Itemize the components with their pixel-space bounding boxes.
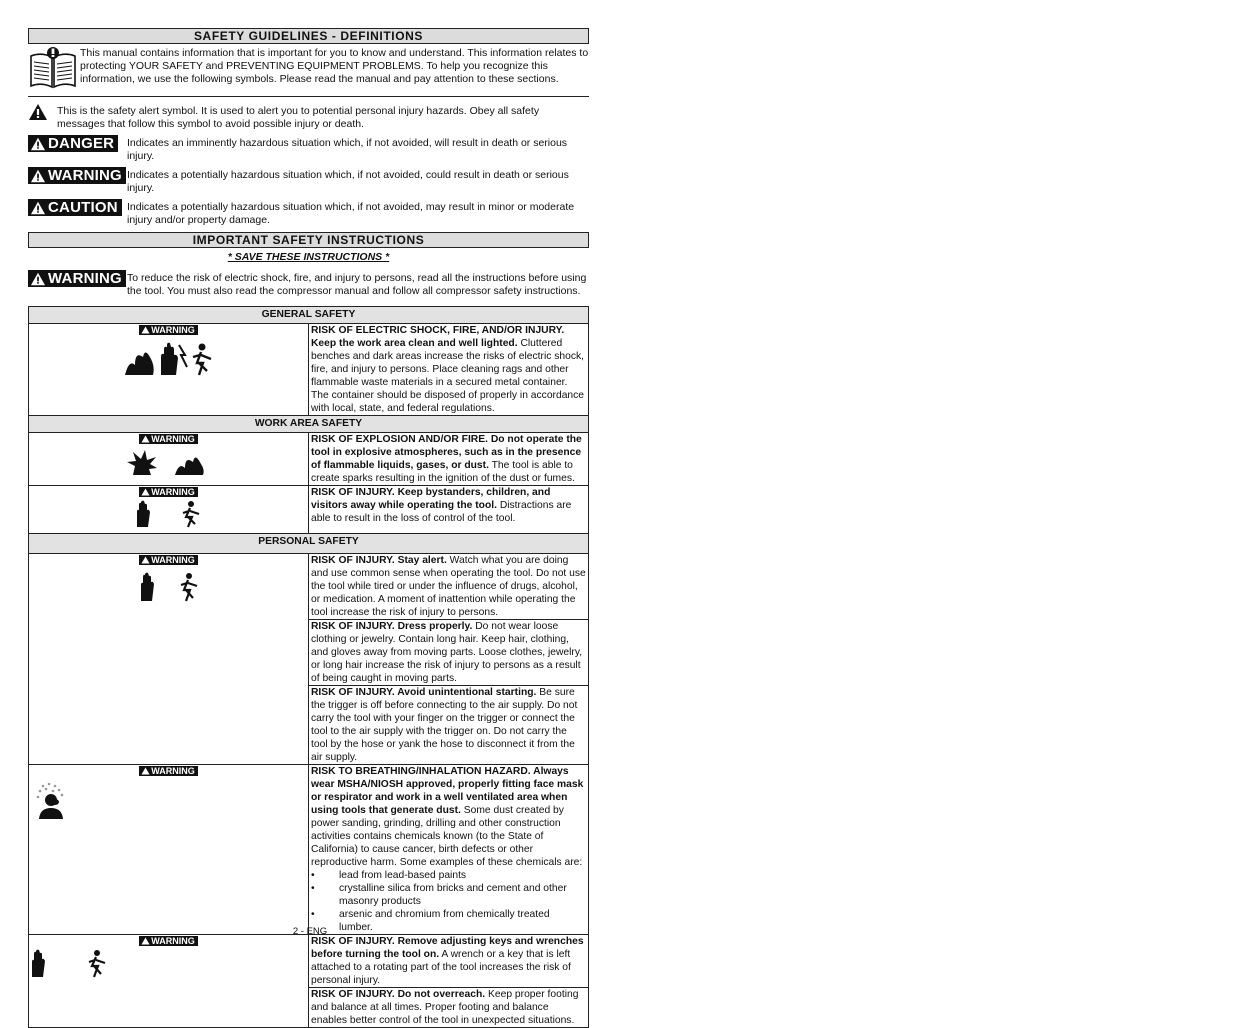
section-title-definitions: SAFETY GUIDELINES - DEFINITIONS bbox=[28, 28, 589, 44]
alert-triangle-icon bbox=[141, 488, 150, 496]
table-row bbox=[29, 433, 589, 486]
personal-safety-header: PERSONAL SAFETY bbox=[29, 534, 589, 554]
alert-triangle-icon bbox=[141, 326, 150, 334]
intro-text: This manual contains information that is important for you to know and understand. This information relates to protecting YOUR SAFETY and PREVENTING EQUIPMENT PROBLEMS. To help you recognize this information, we use the following symbols. Please read the manual and pay attention to these sections. bbox=[80, 47, 589, 85]
alert-triangle-icon bbox=[141, 937, 150, 945]
fire-shock-injury-icons bbox=[29, 341, 308, 381]
warning-signal-word: WARNING bbox=[139, 555, 198, 565]
intro-block bbox=[28, 46, 589, 97]
respirator-dust-icon bbox=[29, 782, 308, 824]
explosion-fire-icons bbox=[29, 448, 308, 480]
table-row bbox=[29, 554, 589, 620]
personal-safety-1-cell: RISK OF INJURY. Stay alert. Watch what you are doing and use common sense when operating the tool. Do not use the tool while tired or under the influence of drugs, alcohol, or medication. A moment of inattention while operating the tool increase the risk of injury to persons. bbox=[309, 554, 589, 620]
work-area-safety-header: WORK AREA SAFETY bbox=[29, 416, 589, 433]
warning-signal-word: WARNING bbox=[139, 936, 198, 946]
table-row bbox=[29, 486, 589, 534]
adjusting-keys-cell: RISK OF INJURY. Remove adjusting keys and wrenches before turning the tool on. A wrench or a key that is left attached to a rotating part of the tool increases the risk of personal injury. bbox=[309, 935, 589, 988]
alert-triangle-icon bbox=[141, 556, 150, 564]
manual-book-icon bbox=[28, 46, 80, 94]
alert-triangle-icon bbox=[30, 272, 46, 286]
table-row bbox=[29, 324, 589, 416]
caution-signal-word: CAUTION bbox=[28, 199, 122, 216]
general-safety-1-cell: RISK OF ELECTRIC SHOCK, FIRE, AND/OR INJURY. Keep the work area clean and well lighted. Cluttered benches and dark areas increase the risks of electric shock, fire, and injury to persons. Place cleaning rags and other flammable waste materials in a secured metal container. The container should be disposed of properly in accordance with local, state, and federal regulations. bbox=[309, 324, 589, 416]
warning-signal-word: WARNING bbox=[28, 167, 126, 184]
caution-row bbox=[28, 199, 589, 227]
chemicals-list bbox=[311, 869, 586, 934]
list-item: • crystalline silica from bricks and cement and other masonry products bbox=[311, 882, 586, 908]
warning-signal-word: WARNING bbox=[139, 325, 198, 335]
breathing-hazard-cell: RISK TO BREATHING/INHALATION HAZARD. Always wear MSHA/NIOSH approved, properly fitting face mask or respirator and work in a well ventilated area when using tools that generate dust. Some dust created by power sanding, grinding, drilling and other construction activities contains chemicals known (to the State of California) to cause cancer, birth defects or other reproductive harm. Some examples of these chemicals are: • lead from lead-based paints • crystalline silica from bricks and cement and other masonry products • arsenic and chromium from chemically treated lumber. bbox=[309, 765, 589, 935]
overreach-cell: RISK OF INJURY. Do not overreach. Keep proper footing and balance at all times. Proper footing and balance enables better control of the tool in unexpected situations. bbox=[309, 988, 589, 1028]
warning-row bbox=[28, 167, 589, 195]
hand-bystander-icons bbox=[29, 571, 308, 607]
safety-alert-icon bbox=[28, 103, 57, 131]
safety-table bbox=[28, 306, 589, 1028]
hand-bystander-icons bbox=[29, 500, 308, 532]
warning-signal-word: WARNING bbox=[139, 766, 198, 776]
section-title-instructions: IMPORTANT SAFETY INSTRUCTIONS bbox=[28, 232, 589, 248]
table-row bbox=[29, 765, 589, 935]
work-area-1-cell: RISK OF EXPLOSION AND/OR FIRE. Do not operate the tool in explosive atmospheres, such as in the presence of flammable liquids, gases, or dust. The tool is able to create sparks resulting in the ignition of the dust or fumes. bbox=[309, 433, 589, 486]
warning-text: Indicates a potentially hazardous situation which, if not avoided, could result in death or serious injury. bbox=[127, 169, 569, 194]
alert-triangle-icon bbox=[30, 201, 46, 215]
page-number: 2 - ENG bbox=[292, 926, 328, 937]
personal-safety-3-cell: RISK OF INJURY. Avoid unintentional starting. Be sure the trigger is off before connecting to the air supply. Do not carry the tool with your finger on the trigger or connect the tool to the air supply with the trigger on. Do not carry the tool by the hose or yank the hose to disconnect it from the air supply. bbox=[309, 686, 589, 765]
alert-triangle-icon bbox=[30, 137, 46, 151]
warning-signal-word: WARNING bbox=[139, 487, 198, 497]
alert-symbol-text: This is the safety alert symbol. It is used to alert you to potential personal injury hazards. Obey all safety messages that follow this symbol to avoid possible injury or death. bbox=[57, 105, 540, 130]
list-item: • lead from lead-based paints bbox=[311, 869, 586, 882]
danger-signal-word: DANGER bbox=[28, 135, 118, 152]
alert-triangle-icon bbox=[30, 169, 46, 183]
danger-text: Indicates an imminently hazardous situation which, if not avoided, will result in death or serious injury. bbox=[127, 137, 568, 162]
personal-safety-2-cell: RISK OF INJURY. Dress properly. Do not wear loose clothing or jewelry. Contain long hair. Keep hair, clothing, and gloves away from moving parts. Loose clothes, jewelry, or long hair increase the risk of injury to persons as a result of being caught in moving parts. bbox=[309, 620, 589, 686]
alert-symbol-row bbox=[28, 103, 589, 131]
safety-page bbox=[28, 28, 589, 1028]
instructions-warning-text: To reduce the risk of electric shock, fire, and injury to persons, read all the instructions before using the tool. You must also read the compressor manual and follow all compressor safety instructions. bbox=[127, 272, 587, 297]
work-area-2-cell: RISK OF INJURY. Keep bystanders, children, and visitors away while operating the tool. Distractions are able to result in the loss of control of the tool. bbox=[309, 486, 589, 534]
instructions-warning-row bbox=[28, 270, 589, 298]
general-safety-header: GENERAL SAFETY bbox=[29, 307, 589, 324]
list-item: • arsenic and chromium from chemically treated lumber. bbox=[311, 908, 586, 934]
warning-signal-word: WARNING bbox=[139, 434, 198, 444]
save-instructions-subtitle: * SAVE THESE INSTRUCTIONS * bbox=[227, 251, 390, 263]
hand-bystander-icons bbox=[29, 949, 308, 983]
caution-text: Indicates a potentially hazardous situation which, if not avoided, may result in minor or moderate injury and/or property damage. bbox=[127, 201, 575, 226]
table-row bbox=[29, 935, 589, 988]
warning-signal-word: WARNING bbox=[28, 270, 126, 287]
alert-triangle-icon bbox=[141, 435, 150, 443]
alert-triangle-icon bbox=[141, 767, 150, 775]
danger-row bbox=[28, 135, 589, 163]
